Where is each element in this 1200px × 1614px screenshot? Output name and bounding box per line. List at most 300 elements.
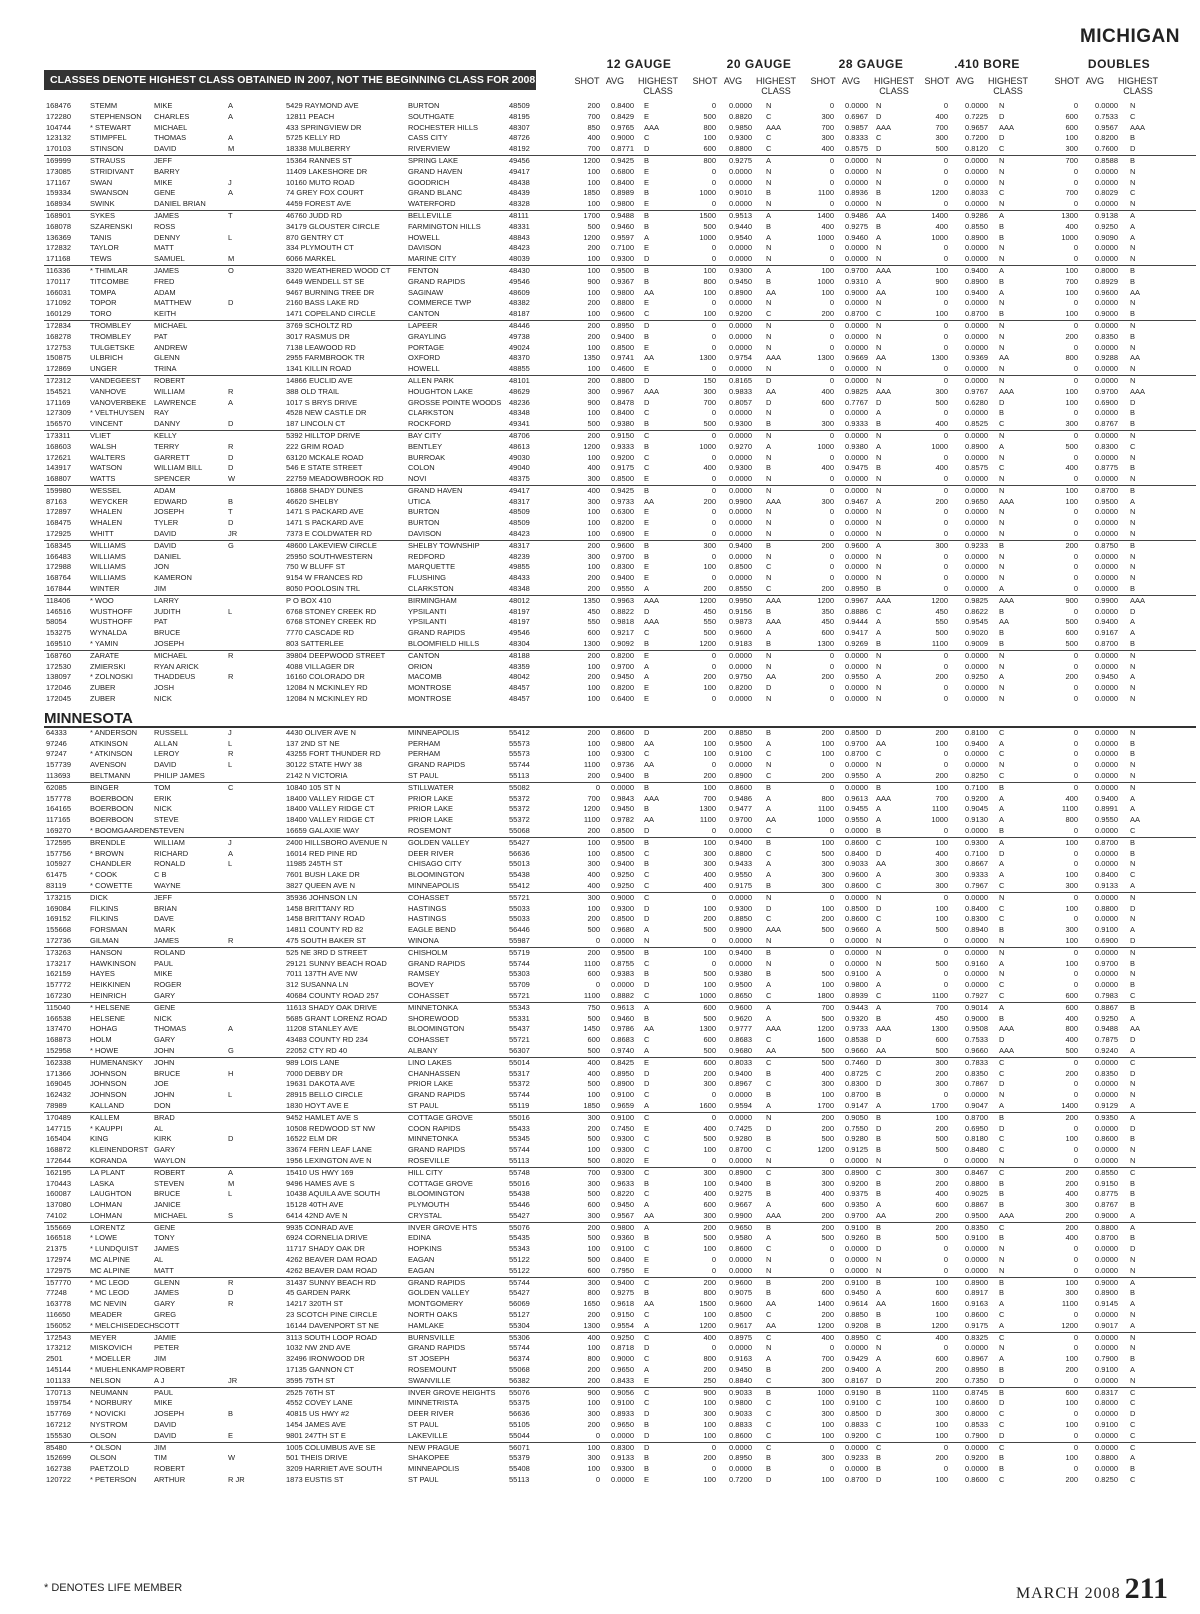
zip: 48192: [509, 144, 530, 154]
class-20: C: [766, 1035, 772, 1045]
first-name: GARRETT: [154, 452, 190, 462]
class-12: C: [644, 1035, 650, 1045]
shot-410: 0: [943, 573, 948, 583]
last-name: HEINRICH: [90, 990, 127, 1000]
shot-doubles: 0: [1073, 507, 1078, 517]
class-20: A: [766, 441, 772, 451]
class-12: AA: [644, 1299, 655, 1309]
zip: 49738: [509, 331, 530, 341]
class-doubles: B: [1130, 1134, 1136, 1144]
class-410: D: [999, 133, 1005, 143]
class-20: D: [766, 1123, 772, 1133]
avg-20: 0.9033: [729, 1409, 752, 1419]
class-12: AA: [644, 353, 655, 363]
table-row: [44, 849, 1196, 860]
shot-12: 1100: [583, 760, 600, 770]
shot-12: 500: [587, 1155, 600, 1165]
shot-20: 100: [703, 1178, 716, 1188]
avg-doubles: 0.0000: [1095, 760, 1118, 770]
class-410: N: [999, 177, 1005, 187]
address: 388 OLD TRAIL: [286, 386, 340, 396]
class-12: B: [644, 837, 650, 847]
class-20: AAA: [766, 353, 782, 363]
state-title: MICHIGAN: [1079, 26, 1180, 47]
first-name: JIM: [154, 584, 167, 594]
city: HASTINGS: [408, 914, 447, 924]
shot-doubles: 1100: [1061, 804, 1078, 814]
shot-doubles: 0: [1073, 518, 1078, 528]
member-class: L: [228, 606, 233, 616]
table-row: [44, 1310, 1196, 1321]
class-28: B: [876, 419, 882, 429]
city: GRAND RAPIDS: [408, 628, 466, 638]
class-doubles: B: [1130, 1288, 1136, 1298]
shot-doubles: 0: [1073, 760, 1078, 770]
address: 2160 BASS LAKE RD: [286, 298, 359, 308]
shot-12: 1100: [583, 958, 600, 968]
shot-doubles: 0: [1073, 694, 1078, 704]
shot-410: 100: [935, 914, 948, 924]
first-name: RUSSELL: [154, 727, 189, 737]
avg-28: 0.0000: [845, 947, 868, 957]
address: 1471 COPELAND CIRCLE: [286, 309, 376, 319]
shot-12: 100: [587, 452, 600, 462]
avg-12: 0.8500: [611, 914, 634, 924]
avg-20: 0.8900: [729, 287, 752, 297]
first-name: NICK: [154, 694, 172, 704]
first-name: AL: [154, 1255, 164, 1265]
last-name: * KAUPPI: [90, 1123, 123, 1133]
shot-12: 200: [587, 1420, 600, 1430]
last-name: WHITT: [90, 529, 114, 539]
table-row: [44, 1090, 1196, 1101]
city: LINO LAKES: [408, 1057, 452, 1067]
shot-12: 850: [587, 122, 600, 132]
shot-doubles: 0: [1073, 1255, 1078, 1265]
city: PRIOR LAKE: [408, 1079, 454, 1089]
city: PRIOR LAKE: [408, 793, 454, 803]
avg-28: 0.0000: [845, 958, 868, 968]
shot-header-0: SHOT: [574, 76, 600, 86]
zip: 49030: [509, 452, 530, 462]
shot-28: 0: [829, 562, 834, 572]
class-12: E: [644, 1155, 650, 1165]
class-20: N: [766, 101, 772, 110]
class-20: C: [766, 1057, 772, 1067]
city: GRAND RAPIDS: [408, 1145, 466, 1155]
class-doubles: B: [1130, 584, 1136, 594]
address: 43255 FORT THUNDER RD: [286, 749, 381, 759]
avg-12: 0.9597: [611, 232, 634, 242]
class-12: B: [644, 485, 650, 495]
avg-28: 0.0000: [845, 342, 868, 352]
avg-doubles: 0.9150: [1095, 1178, 1118, 1188]
avg-28: 0.9550: [845, 815, 868, 825]
shot-12: 400: [587, 463, 600, 473]
avg-20: 0.9600: [729, 1002, 752, 1012]
zip: 55446: [509, 1200, 530, 1210]
shot-doubles: 0: [1073, 727, 1078, 737]
table-row: [44, 123, 1196, 134]
avg-28: 0.9660: [845, 1045, 868, 1055]
shot-12: 700: [587, 144, 600, 154]
first-name: JAMES: [154, 1244, 180, 1254]
highest-class-header-2: HIGHEST CLASS: [873, 76, 914, 96]
shot-20: 0: [711, 573, 716, 583]
class-20: B: [766, 782, 772, 792]
last-name: BELTMANN: [90, 771, 131, 781]
address: 803 SATTERLEE: [286, 639, 344, 649]
first-name: ERIK: [154, 793, 172, 803]
member-id: 101133: [46, 1375, 71, 1385]
address: 870 GENTRY CT: [286, 232, 344, 242]
zip: 55343: [509, 1244, 530, 1254]
class-doubles: N: [1130, 375, 1136, 385]
shot-20: 300: [703, 848, 716, 858]
shot-28: 100: [821, 1430, 834, 1440]
last-name: BRENDLE: [90, 837, 126, 847]
avg-doubles: 0.0000: [1095, 683, 1118, 693]
avg-20: 0.0000: [729, 452, 752, 462]
last-name: * HELSENE: [90, 1002, 131, 1012]
shot-12: 200: [587, 430, 600, 440]
shot-doubles: 0: [1073, 1244, 1078, 1254]
avg-12: 0.9500: [611, 837, 634, 847]
avg-12: 0.9450: [611, 804, 634, 814]
table-row: [44, 309, 1196, 321]
class-28: N: [876, 485, 882, 495]
class-20: N: [766, 958, 772, 968]
shot-doubles: 1000: [1061, 232, 1078, 242]
shot-20: 600: [703, 1035, 716, 1045]
class-410: N: [999, 364, 1005, 374]
avg-20: 0.9777: [729, 1024, 752, 1034]
table-row: [44, 167, 1196, 178]
class-20: N: [766, 1343, 772, 1353]
zip: 55709: [509, 980, 530, 990]
city: LAPEER: [408, 320, 438, 330]
avg-20: 0.0000: [729, 1112, 752, 1122]
address: 12811 PEACH: [286, 111, 335, 121]
first-name: JEFF: [154, 155, 172, 165]
address: 10160 MUTO ROAD: [286, 177, 355, 187]
class-doubles: A: [1130, 804, 1136, 814]
class-12: B: [644, 859, 650, 869]
class-20: C: [766, 771, 772, 781]
class-410: N: [999, 485, 1005, 495]
shot-20: 150: [703, 375, 716, 385]
last-name: AVENSON: [90, 760, 127, 770]
class-410: B: [999, 276, 1005, 286]
shot-doubles: 0: [1073, 562, 1078, 572]
class-20: N: [766, 408, 772, 418]
avg-20: 0.8800: [729, 848, 752, 858]
last-name: * THIMLAR: [90, 265, 128, 275]
class-20: B: [766, 880, 772, 890]
avg-doubles: 0.6900: [1095, 397, 1118, 407]
shot-410: 300: [935, 386, 948, 396]
zip: 49456: [509, 155, 530, 165]
class-doubles: N: [1130, 683, 1136, 693]
class-doubles: N: [1130, 573, 1136, 583]
shot-410: 0: [943, 1343, 948, 1353]
member-class: R JR: [228, 1475, 245, 1485]
avg-28: 0.9380: [845, 441, 868, 451]
class-28: B: [876, 1013, 882, 1023]
avg-410: 0.0000: [965, 892, 988, 902]
member-class: D: [228, 1288, 234, 1298]
first-name: MICHAEL: [154, 122, 188, 132]
table-row: [44, 870, 1196, 881]
avg-410: 0.8033: [965, 188, 988, 198]
last-name: VANDEGEEST: [90, 375, 141, 385]
shot-410: 700: [935, 122, 948, 132]
avg-28: 0.8700: [845, 1090, 868, 1100]
shot-12: 100: [587, 529, 600, 539]
shot-20: 550: [703, 617, 716, 627]
class-12: B: [644, 265, 650, 275]
shot-doubles: 200: [1065, 540, 1078, 550]
avg-12: 0.9300: [611, 1145, 634, 1155]
avg-doubles: 0.6900: [1095, 935, 1118, 945]
zip: 49024: [509, 342, 530, 352]
address: 7000 DEBBY DR: [286, 1068, 343, 1078]
shot-28: 1100: [817, 188, 834, 198]
shot-20: 0: [711, 101, 716, 110]
avg-12: 0.9150: [611, 430, 634, 440]
avg-doubles: 0.8900: [1095, 1288, 1118, 1298]
class-410: AAA: [999, 1024, 1015, 1034]
zip: 55427: [509, 1210, 530, 1220]
table-row: [44, 1113, 1196, 1124]
shot-12: 100: [587, 309, 600, 319]
shot-410: 1200: [931, 188, 948, 198]
last-name: WESSEL: [90, 485, 122, 495]
shot-12: 900: [587, 276, 600, 286]
shot-28: 350: [821, 606, 834, 616]
zip: 48348: [509, 408, 530, 418]
member-id: 162159: [46, 969, 72, 979]
avg-12: 0.9800: [611, 199, 634, 209]
member-id: 168476: [46, 101, 72, 110]
shot-20: 200: [703, 771, 716, 781]
table-row: [44, 541, 1196, 552]
shot-28: 0: [829, 452, 834, 462]
first-name: MICHAEL: [154, 1210, 188, 1220]
class-410: A: [999, 584, 1005, 594]
avg-410: 0.8120: [965, 144, 988, 154]
class-doubles: N: [1130, 101, 1136, 110]
avg-12: 0.8500: [611, 474, 634, 484]
address: 3017 RASMUS DR: [286, 331, 350, 341]
shot-20: 800: [703, 1354, 716, 1364]
last-name: HANSON: [90, 947, 123, 957]
last-name: * VELTHUYSEN: [90, 408, 145, 418]
shot-20: 0: [711, 1442, 716, 1452]
avg-doubles: 0.9100: [1095, 1420, 1118, 1430]
class-doubles: A: [1130, 1299, 1136, 1309]
shot-410: 600: [935, 1354, 948, 1364]
avg-28: 0.9100: [845, 1222, 868, 1232]
zip: 48012: [509, 595, 530, 605]
avg-20: 0.8820: [729, 111, 752, 121]
shot-410: 1100: [931, 990, 948, 1000]
class-410: C: [999, 771, 1005, 781]
shot-28: 0: [829, 551, 834, 561]
class-28: AAA: [876, 386, 892, 396]
class-28: A: [876, 925, 882, 935]
class-doubles: A: [1130, 1320, 1136, 1330]
city: ALLEN PARK: [408, 375, 454, 385]
first-name: RAY: [154, 408, 169, 418]
shot-28: 0: [829, 529, 834, 539]
avg-410: 0.0000: [965, 1464, 988, 1474]
class-doubles: A: [1130, 1453, 1136, 1463]
zip: 55343: [509, 1002, 530, 1012]
shot-410: 1100: [931, 804, 948, 814]
avg-28: 0.9444: [845, 617, 868, 627]
class-28: B: [876, 1310, 882, 1320]
shot-12: 300: [587, 1210, 600, 1220]
address: 6414 42ND AVE N: [286, 1210, 348, 1220]
member-id: 157756: [46, 848, 72, 858]
first-name: PAUL: [154, 1387, 174, 1397]
gauge-20-header: 20 GAUGE: [726, 57, 792, 71]
city: CLARKSTON: [408, 584, 454, 594]
shot-28: 300: [821, 859, 834, 869]
class-410: AAA: [999, 595, 1015, 605]
last-name: JOHNSON: [90, 1079, 127, 1089]
class-12: B: [644, 1453, 650, 1463]
avg-doubles: 0.8350: [1095, 331, 1118, 341]
shot-12: 1350: [583, 595, 600, 605]
zip: 55744: [509, 1343, 530, 1353]
avg-header-4: AVG: [1085, 76, 1105, 86]
shot-28: 400: [821, 144, 834, 154]
member-id: 104744: [46, 122, 72, 132]
avg-doubles: 0.8029: [1095, 188, 1118, 198]
shot-20: 0: [711, 650, 716, 660]
class-doubles: N: [1130, 1079, 1136, 1089]
shot-20: 1600: [699, 1100, 716, 1110]
class-410: N: [999, 199, 1005, 209]
city: GOLDEN VALLEY: [408, 1288, 470, 1298]
zip: 48430: [509, 265, 530, 275]
shot-28: 500: [821, 1134, 834, 1144]
city: MINNEAPOLIS: [408, 1464, 460, 1474]
shot-410: 300: [935, 880, 948, 890]
member-class: D: [228, 1134, 234, 1144]
avg-28: 0.8950: [845, 584, 868, 594]
first-name: RYAN ARICK: [154, 661, 199, 671]
member-id: 169510: [46, 639, 72, 649]
class-12: E: [644, 111, 650, 121]
avg-20: 0.8900: [729, 1167, 752, 1177]
shot-12: 100: [587, 683, 600, 693]
class-410: A: [999, 441, 1005, 451]
class-12: D: [644, 397, 650, 407]
gauge-28-header: 28 GAUGE: [838, 57, 904, 71]
city: MINNETRISTA: [408, 1398, 459, 1408]
avg-12: 0.9500: [611, 947, 634, 957]
shot-12: 1200: [583, 441, 600, 451]
shot-doubles: 0: [1073, 1123, 1078, 1133]
class-doubles: A: [1130, 628, 1136, 638]
city: HASTINGS: [408, 903, 447, 913]
avg-doubles: 0.9400: [1095, 793, 1118, 803]
avg-12: 0.8300: [611, 1442, 634, 1452]
address: 16144 DAVENPORT ST NE: [286, 1320, 379, 1330]
class-20: C: [766, 914, 772, 924]
avg-410: 0.7225: [965, 111, 988, 121]
class-12: B: [644, 210, 650, 220]
shot-20: 300: [703, 1210, 716, 1220]
avg-28: 0.0000: [845, 935, 868, 945]
shot-410: 500: [935, 958, 948, 968]
avg-12: 0.9700: [611, 661, 634, 671]
avg-doubles: 0.9017: [1095, 1320, 1118, 1330]
member-class: H: [228, 1068, 234, 1078]
city: BLOOMINGTON: [408, 1024, 465, 1034]
first-name: JAMIE: [154, 1332, 177, 1342]
city: HILL CITY: [408, 1167, 443, 1177]
shot-28: 500: [821, 1045, 834, 1055]
member-class: D: [228, 452, 234, 462]
shot-410: 0: [943, 320, 948, 330]
class-28: C: [876, 1068, 882, 1078]
avg-28: 0.0000: [845, 166, 868, 176]
page-folio: [1016, 1572, 1168, 1606]
shot-12: 200: [587, 331, 600, 341]
class-28: A: [876, 672, 882, 682]
avg-20: 0.0000: [729, 551, 752, 561]
class-12: C: [644, 408, 650, 418]
shot-20: 800: [703, 155, 716, 165]
shot-20: 1000: [699, 441, 716, 451]
city: MONTROSE: [408, 683, 452, 693]
class-28: A: [876, 232, 882, 242]
shot-410: 200: [935, 1068, 948, 1078]
city: EAGLE BEND: [408, 925, 456, 935]
class-410: B: [999, 1387, 1005, 1397]
zip: 55744: [509, 1277, 530, 1287]
first-name: DAVID: [154, 1430, 177, 1440]
shot-410: 1300: [931, 353, 948, 363]
class-doubles: B: [1130, 265, 1136, 275]
avg-28: 0.0000: [845, 298, 868, 308]
class-doubles: B: [1130, 155, 1136, 165]
shot-28: 1300: [817, 639, 834, 649]
class-20: AA: [766, 287, 777, 297]
member-id: 58054: [46, 617, 67, 627]
avg-20: 0.8683: [729, 1035, 752, 1045]
class-doubles: A: [1130, 1277, 1136, 1287]
member-id: 163778: [46, 1299, 72, 1309]
city: LAKEVILLE: [408, 1430, 448, 1440]
table-row: [44, 948, 1196, 959]
avg-12: 0.9613: [611, 1002, 634, 1012]
class-doubles: A: [1130, 232, 1136, 242]
zip: 56446: [509, 925, 530, 935]
shot-28: 1300: [817, 353, 834, 363]
shot-410: 100: [935, 1277, 948, 1287]
table-row: [44, 1058, 1196, 1069]
shot-12: 100: [587, 1343, 600, 1353]
member-id: 153275: [46, 628, 72, 638]
class-20: C: [766, 562, 772, 572]
avg-12: 0.9400: [611, 859, 634, 869]
first-name: JOSH: [154, 683, 175, 693]
